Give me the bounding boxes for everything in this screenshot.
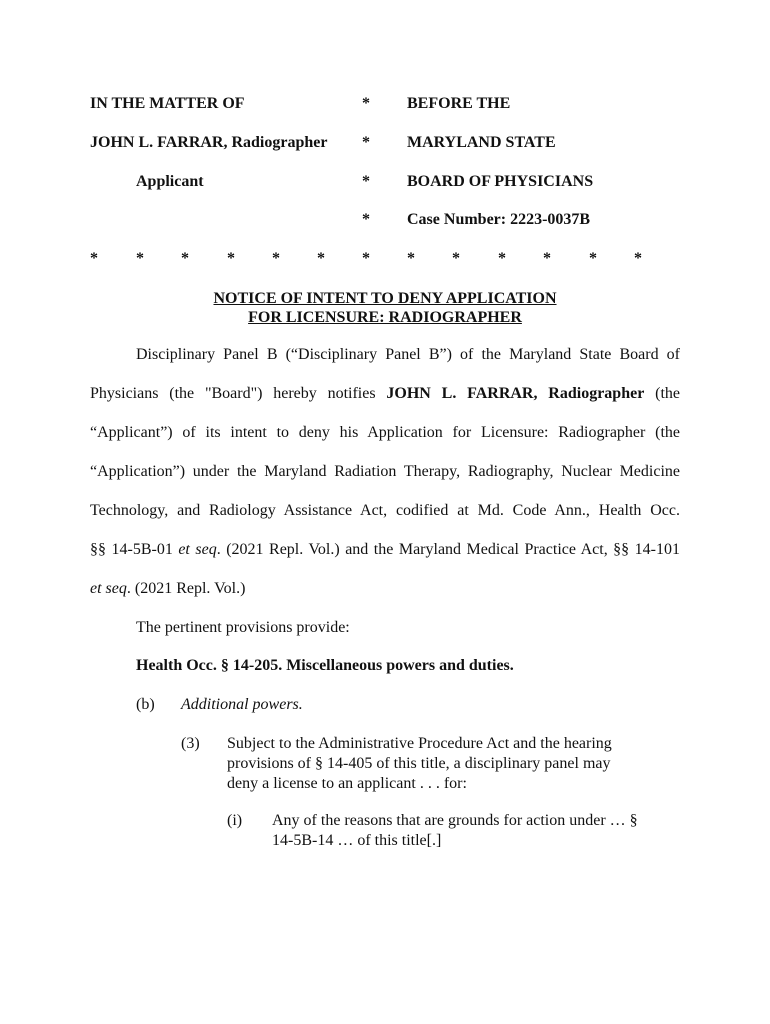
pertinent-provisions-intro: The pertinent provisions provide: — [136, 619, 350, 636]
paragraph-text: . (2021 Repl. Vol.) and the Maryland Medical Practice Act, §§ 14-101 — [216, 541, 681, 558]
divider-star: * — [227, 250, 235, 267]
divider-star: * — [272, 250, 280, 267]
paragraph-text: . (2021 Repl. Vol.) — [126, 580, 246, 597]
divider-star: * — [634, 250, 642, 267]
divider-star: * — [407, 250, 415, 267]
caption-separator-star: * — [362, 134, 370, 151]
paragraph-line — [90, 384, 680, 404]
section-heading: Health Occ. § 14-205. Miscellaneous powers and duties. — [136, 657, 514, 674]
et-seq-italic: et seq — [178, 541, 217, 558]
paragraph-line: “Application”) under the Maryland Radiation Therapy, Radiography, Nuclear Medicine — [90, 463, 680, 480]
divider-star: * — [90, 250, 98, 267]
divider-star: * — [498, 250, 506, 267]
caption-respondent-name: JOHN L. FARRAR, Radiographer — [90, 134, 328, 151]
caption-before-the: BEFORE THE — [407, 95, 511, 112]
caption-separator-star: * — [362, 211, 370, 228]
divider-star: * — [543, 250, 551, 267]
divider-star: * — [136, 250, 144, 267]
paragraph-text: Physicians (the "Board") hereby notifies — [90, 385, 387, 402]
caption-separator-star: * — [362, 95, 370, 112]
divider-star: * — [362, 250, 370, 267]
notice-title-line-1: NOTICE OF INTENT TO DENY APPLICATION — [213, 290, 557, 307]
provision-b-heading: Additional powers. — [181, 696, 303, 713]
paragraph-line — [90, 540, 680, 560]
caption-board-of-physicians: BOARD OF PHYSICIANS — [407, 173, 594, 190]
caption-separator-star: * — [362, 173, 370, 190]
divider-star: * — [317, 250, 325, 267]
applicant-name: JOHN L. FARRAR, Radiographer — [386, 385, 645, 402]
provision-3-text: Subject to the Administrative Procedure Act and the hearing provisions of § 14-405 of this title, a disciplinary panel may deny a license to an applicant . . . for: — [227, 735, 612, 792]
paragraph-line: Disciplinary Panel B (“Disciplinary Panel B”) of the Maryland State Board of — [136, 346, 680, 363]
caption-applicant-label: Applicant — [136, 173, 204, 190]
et-seq-italic: et seq — [90, 580, 127, 597]
caption-maryland-state: MARYLAND STATE — [407, 134, 556, 151]
paragraph-line: Technology, and Radiology Assistance Act, codified at Md. Code Ann., Health Occ. — [90, 502, 680, 519]
divider-star: * — [452, 250, 460, 267]
provision-i-number: (i) — [227, 812, 243, 829]
divider-star: * — [181, 250, 189, 267]
divider-star: * — [589, 250, 597, 267]
caption-in-the-matter-of: IN THE MATTER OF — [90, 95, 245, 112]
provision-3-number: (3) — [181, 735, 200, 752]
provision-b-number: (b) — [136, 696, 155, 713]
paragraph-line — [90, 579, 680, 599]
paragraph-line: “Applicant”) of its intent to deny his Application for Licensure: Radiographer (the — [90, 424, 680, 441]
notice-title-line-2: FOR LICENSURE: RADIOGRAPHER — [248, 309, 522, 326]
paragraph-text: §§ 14-5B-01 — [90, 541, 179, 558]
provision-i-text: Any of the reasons that are grounds for action under … § 14-5B-14 … of this title[.] — [272, 812, 638, 849]
paragraph-text: (the — [644, 385, 680, 402]
caption-case-number: Case Number: 2223-0037B — [407, 211, 591, 228]
